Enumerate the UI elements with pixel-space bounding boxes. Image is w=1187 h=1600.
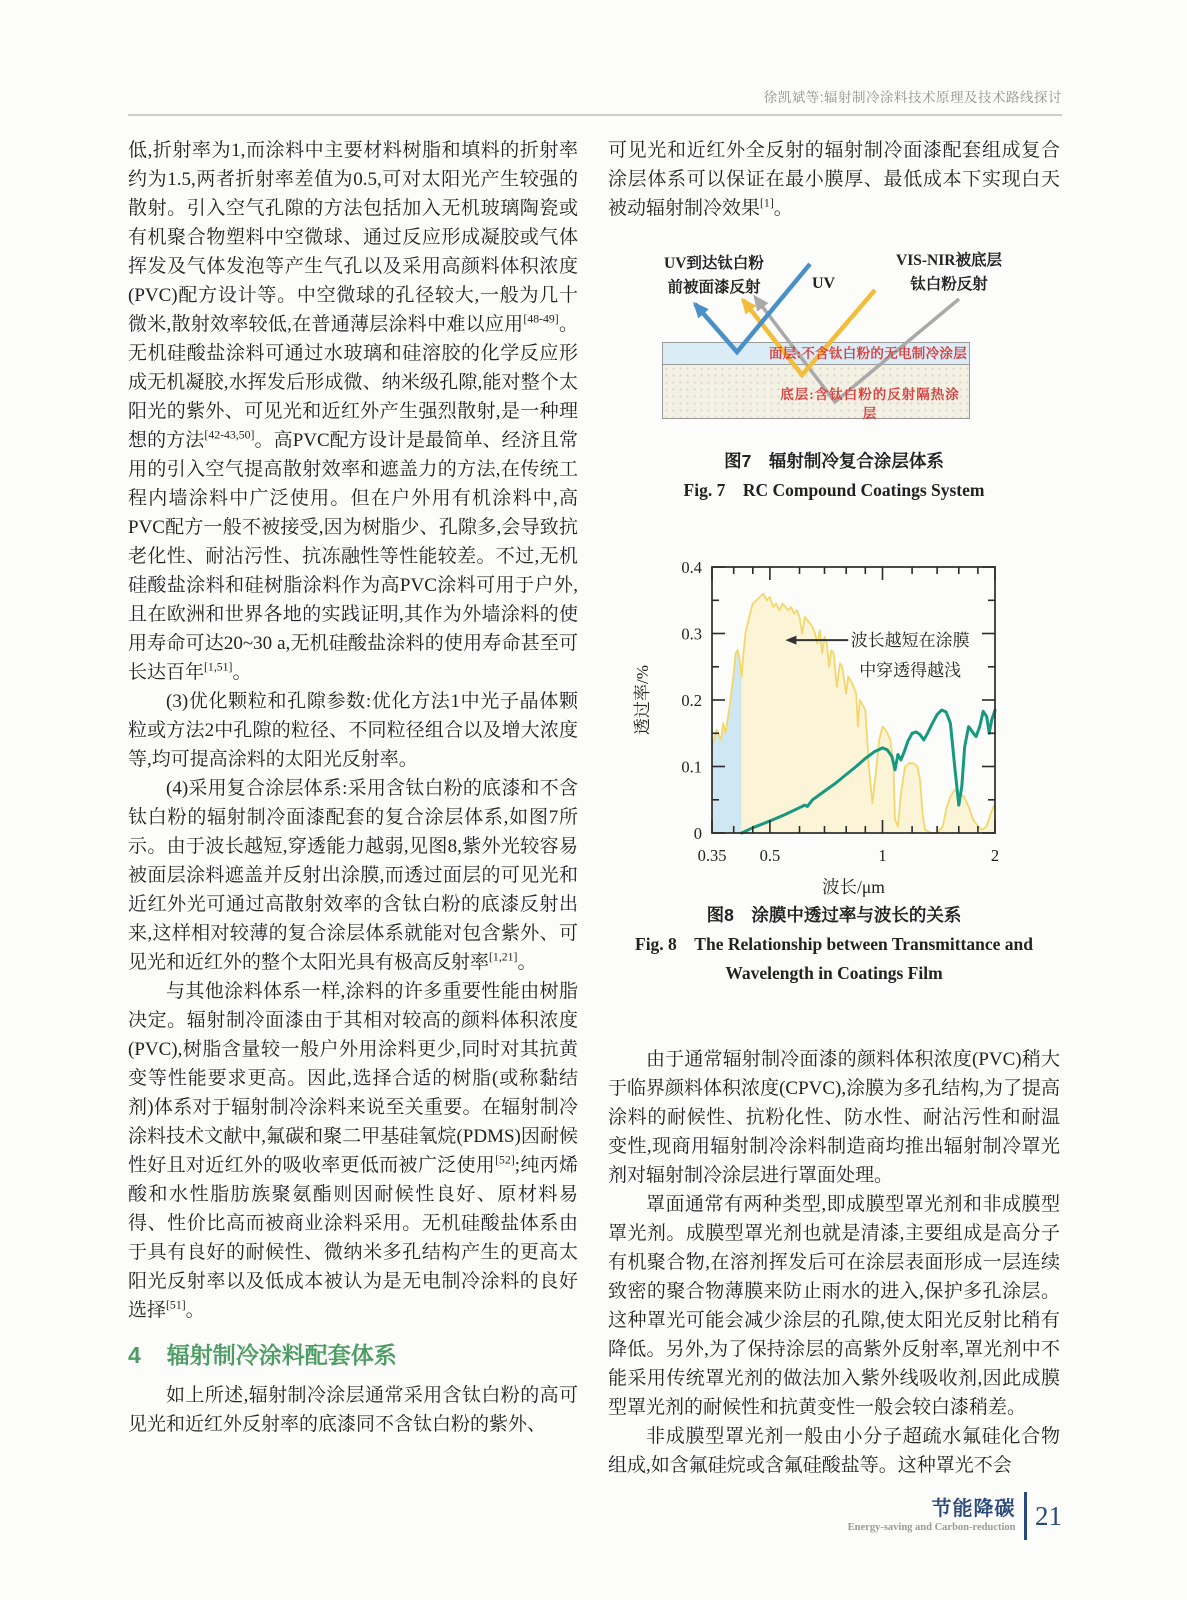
- figure7-caption-cn: 图7 辐射制冷复合涂层体系: [724, 451, 944, 471]
- figure8-caption-en-line1: Fig. 8 The Relationship between Transmittance and: [635, 934, 1033, 954]
- figure8-caption-cn: 图8 涂膜中透过率与波长的关系: [706, 905, 962, 925]
- page-number: 21: [1035, 1501, 1062, 1531]
- section-heading: [128, 1339, 578, 1371]
- left-column: [128, 136, 578, 1439]
- body-paragraph: 罩面通常有两种类型,即成膜型罩光剂和非成膜型罩光剂。成膜型罩光剂也就是清漆,主要组成是高分子有机聚合物,在溶剂挥发后可在涂层表面形成一层连续致密的聚合物薄膜来防止雨水的进入,保护多孔涂层。这种罩光可能会减少涂层的孔隙,使太阳光反射比稍有降低。另外,为了保持涂层的高紫外反射率,罩光剂中不能采用传统罩光剂的做法加入紫外线吸收剂,因此成膜型罩光剂的耐候性和抗黄变性一般会较白漆稍差。: [608, 1194, 1060, 1418]
- svg-text:1: 1: [878, 846, 887, 865]
- figure7-uv-reflect-label: UV到达钛白粉 前被面漆反射: [664, 255, 764, 296]
- body-paragraph: 与其他涂料体系一样,涂料的许多重要性能由树脂决定。辐射制冷面漆由于其相对较高的颜料体积浓度(PVC),树脂含量较一般户外用涂料更少,同时对其抗黄变等性能要求更高。因此,选择合适的树脂(或称黏结剂)体系对于辐射制冷涂料来说至关重要。在辐射制冷涂料技术文献中,氟碳和聚二甲基硅氧烷(PDMS)因耐候性好且对近红外的吸收率更低而被广泛使用[52];纯丙烯酸和水性脂肪族聚氨酯则因耐候性良好、原材料易得、性价比高而被商业涂料采用。无机硅酸盐体系由于具有良好的耐候性、微纳米多孔结构产生的更高太阳光反射率以及低成本被认为是无电制冷涂料的良好选择[51]。: [128, 981, 578, 1321]
- footer-divider: [1024, 1492, 1028, 1540]
- figure8-caption-en-line2: Wavelength in Coatings Film: [725, 963, 943, 983]
- svg-text:波长/μm: 波长/μm: [822, 877, 885, 897]
- body-paragraph: 低,折射率为1,而涂料中主要材料树脂和填料的折射率约为1.5,两者折射率差值为0.5,可对太阳光产生较强的散射。引入空气孔隙的方法包括加入无机玻璃陶瓷或有机聚合物塑料中空微球、通过反应形成凝胶或气体挥发及气体发泡等产生气孔以及采用高颜料体积浓度(PVC)配方设计等。中空微球的孔径较大,一般为几十微米,散射效率较低,在普通薄层涂料中难以应用[48-49]。无机硅酸盐涂料可通过水玻璃和硅溶胶的化学反应形成无机凝胶,水挥发后形成微、纳米级孔隙,能对整个太阳光的紫外、可见光和近红外产生强烈散射,是一种理想的方法[42-43,50]。高PVC配方设计是最简单、经济且常用的引入空气提高散射效率和遮盖力的方法,在传统工程内墙涂料中广泛使用。但在户外用有机涂料中,高PVC配方一般不被接受,因为树脂少、孔隙多,会导致抗老化性、耐沾污性、抗冻融性等性能较差。不过,无机硅酸盐涂料和硅树脂涂料作为高PVC涂料可用于户外,且在欧洲和世界各地的实践证明,其作为外墙涂料的使用寿命可达20~30 a,无机硅酸盐涂料的使用寿命甚至可长达百年[1,51]。: [128, 140, 578, 683]
- svg-text:中穿透得越浅: 中穿透得越浅: [859, 661, 962, 681]
- header-rule: [128, 114, 1062, 116]
- journal-name-cn: 节能降碳: [931, 1498, 1016, 1520]
- svg-text:0.35: 0.35: [697, 846, 727, 865]
- svg-text:0: 0: [693, 824, 702, 843]
- body-paragraph: (3)优化颗粒和孔隙参数:优化方法1中光子晶体颗粒或方法2中孔隙的粒径、不同粒径组合以及增大浓度等,均可提高涂料的太阳光反射率。: [128, 691, 578, 770]
- figure7-visnir-label: VIS-NIR被底层 钛白粉反射: [896, 252, 1002, 293]
- page-footer: [848, 1492, 1062, 1540]
- body-paragraph: (4)采用复合涂层体系:采用含钛白粉的底漆和不含钛白粉的辐射制冷面漆配套的复合涂层体系,如图7所示。由于波长越短,穿透能力越弱,见图8,紫外光较容易被面层涂料遮盖并反射出涂膜,而透过面层的可见光和近红外光可通过高散射效率的含钛白粉的底漆反射出来,这样相对较薄的复合涂层体系就能对包含紫外、可见光和近红外的整个太阳光具有极高反射率[1,21]。: [128, 778, 578, 973]
- running-title: 徐凯斌等:辐射制冷涂料技术原理及技术路线探讨: [763, 90, 1062, 105]
- section-number: 4: [128, 1342, 141, 1368]
- body-paragraph: 可见光和近红外全反射的辐射制冷面漆配套组成复合涂层体系可以保证在最小膜厚、最低成本下实现白天被动辐射制冷效果[1]。: [608, 140, 1060, 219]
- svg-text:透过率/%: 透过率/%: [633, 665, 652, 735]
- section-title: 辐射制冷涂料配套体系: [166, 1342, 397, 1368]
- body-paragraph: 如上所述,辐射制冷涂层通常采用含钛白粉的高可见光和近红外反射率的底漆同不含钛白粉的紫外、: [128, 1385, 578, 1435]
- figure8: [608, 549, 1060, 1031]
- figure7-basecoat-label: 底层:含钛白粉的反射隔热涂层: [780, 387, 960, 421]
- fig8-chart: [608, 549, 1060, 899]
- journal-name: [848, 1497, 1016, 1535]
- right-column: [608, 136, 1060, 1480]
- svg-text:波长越短在涂膜: 波长越短在涂膜: [850, 631, 970, 651]
- figure7-caption-en: Fig. 7 RC Compound Coatings System: [683, 480, 985, 500]
- journal-name-en: Energy-saving and Carbon-reduction: [847, 1522, 1016, 1533]
- figure7: [608, 247, 1060, 509]
- svg-text:0.5: 0.5: [759, 846, 781, 865]
- svg-text:0.3: 0.3: [681, 624, 702, 644]
- svg-text:0.4: 0.4: [681, 558, 702, 577]
- body-paragraph: 由于通常辐射制冷面漆的颜料体积浓度(PVC)稍大于临界颜料体积浓度(CPVC),涂膜为多孔结构,为了提高涂料的耐候性、抗粉化性、防水性、耐沾污性和耐温变性,现商用辐射制冷涂料制造商均推出辐射制冷罩光剂对辐射制冷涂层进行罩面处理。: [608, 1049, 1060, 1186]
- figure7-uv-label: UV: [812, 275, 836, 292]
- svg-text:0.1: 0.1: [681, 757, 702, 777]
- svg-text:0.2: 0.2: [681, 691, 702, 710]
- figure7-topcoat-label: 面层:不含钛白粉的无电制冷涂层: [769, 346, 967, 361]
- svg-text:2: 2: [990, 846, 1000, 865]
- body-paragraph: 非成膜型罩光剂一般由小分子超疏水氟硅化合物组成,如含氟硅烷或含氟硅酸盐等。这种罩光不会: [608, 1426, 1060, 1476]
